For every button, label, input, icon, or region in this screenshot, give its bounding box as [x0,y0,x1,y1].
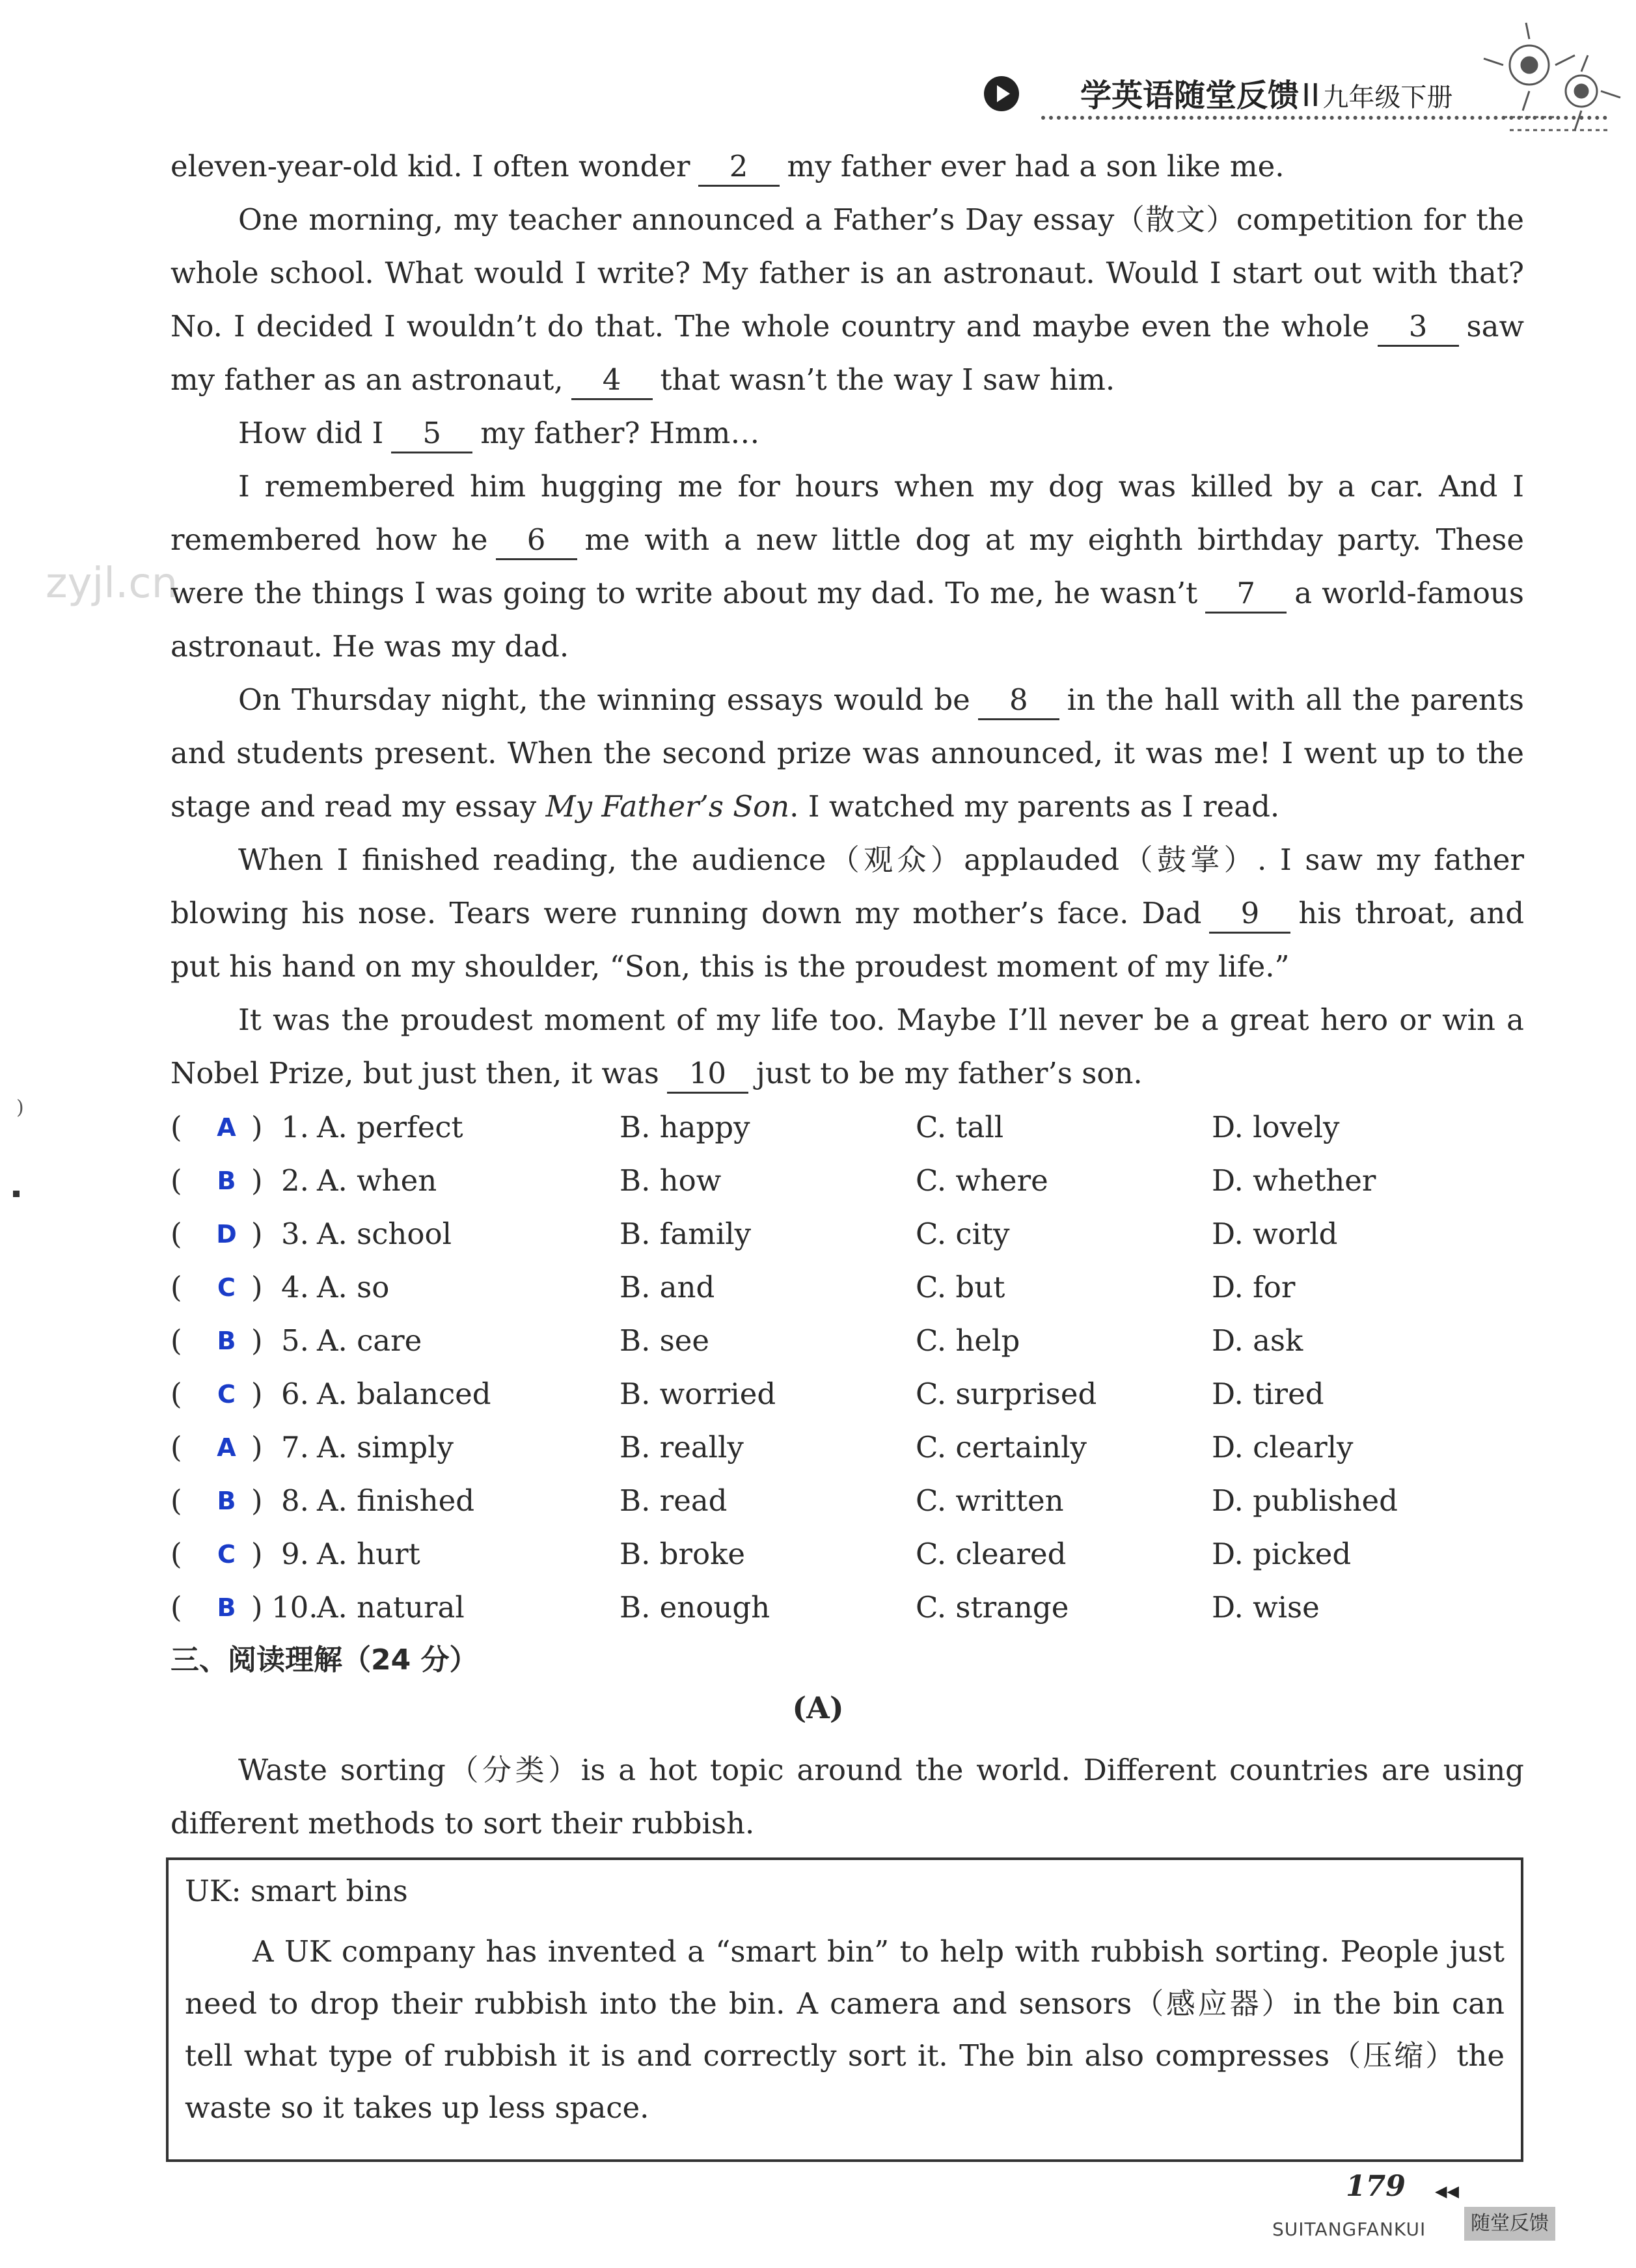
passage-paragraph-1: eleven-year-old kid. I often wonder 2 my father ever had a son like me. [170,140,1524,193]
answer-mark: C [217,1540,236,1569]
back-arrows-icon: ◀◀ [1435,2182,1459,2200]
question-row: ( C ) 6. A. balanced B. worried C. surprised D. tired [170,1368,1524,1421]
question-row: ( B ) 5. A. care B. see C. help D. ask [170,1314,1524,1368]
watermark: zyjl.cn [46,560,178,608]
blank-6: 6 [496,522,577,560]
passage-paragraph-5: On Thursday night, the winning essays would be 8 in the hall with all the parents and students present. When the second prize was announced, it was me! I went up to the stage and read my essay My Father’s Son. I watched my parents as I read. [170,682,1524,824]
question-row: ( C ) 4. A. so B. and C. but D. for [170,1261,1524,1314]
answer-mark: C [217,1380,236,1409]
blank-7: 7 [1205,575,1287,614]
question-row: ( D ) 3. A. school B. family C. city D. world [170,1208,1524,1261]
series-name: SUITANGFANKUI [1272,2219,1426,2240]
answer-mark: B [217,1167,236,1195]
question-row: ( B ) 2. A. when B. how C. where D. whether [170,1154,1524,1208]
answer-mark: B [217,1487,236,1515]
answer-mark: B [217,1327,236,1355]
subsection-title: (A) [792,1690,844,1725]
blank-9: 9 [1209,895,1290,934]
essay-title: My Father’s Son [545,789,790,824]
question-row: ( B ) 10. A. natural B. enough C. strange D. wise [170,1581,1524,1634]
answer-mark: C [217,1273,236,1302]
question-row: ( A ) 7. A. simply B. really C. certainly D. clearly [170,1421,1524,1474]
blank-4: 4 [571,362,653,400]
header-title: 学英语随堂反馈II 九年级下册 [1080,77,1453,114]
margin-dot [13,1191,20,1197]
blank-2: 2 [698,148,780,187]
section-title: 三、阅读理解（24 分） [170,1643,478,1677]
question-row: ( A ) 1. A. perfect B. happy C. tall D. lovely [170,1101,1524,1154]
reading-intro: Waste sorting（分类）is a hot topic around the world. Different countries are using different methods to sort their rubbish. [170,1753,1524,1841]
answer-mark: A [217,1433,236,1462]
question-row: ( C ) 9. A. hurt B. broke C. cleared D. picked [170,1528,1524,1581]
answer-mark: A [217,1113,236,1142]
question-row: ( B ) 8. A. finished B. read C. written D. published [170,1474,1524,1528]
margin-mark: ) [16,1096,24,1119]
passage-paragraph-4: I remembered him hugging me for hours when my dog was killed by a car. And I remembered how he 6 me with a new little dog at my eighth birthday party. These were the things I was going to write about my dad. To me, he wasn’t 7 a world-famous astronaut. He was my dad. [170,469,1524,664]
box-title: UK: smart bins [185,1874,408,1908]
flower-decoration-icon [1477,20,1627,143]
passage-paragraph-6: When I finished reading, the audience（观众）applauded（鼓掌）. I saw my father blowing his nose. Tears were running down my mother’s face. Dad 9 his throat, and put his hand on my shoulder, “Son, this is the proudest moment of my life.” [170,843,1525,984]
play-icon [984,76,1019,111]
passage-paragraph-2: One morning, my teacher announced a Father’s Day essay（散文）competition for the whole school. What would I write? My father is an astronaut. Would I start out with that? No. I decided I wouldn’t do that. The whole country and maybe even the whole 3 saw my father as an astronaut, 4 that wasn’t the way I saw him. [170,193,1524,407]
answer-mark: B [217,1593,236,1622]
blank-8: 8 [978,682,1059,720]
box-text: A UK company has invented a “smart bin” to help with rubbish sorting. People just need to drop their rubbish into the bin. A camera and sensors（感应器）in the bin can tell what type of rubbish it is and correctly sort it. The bin also compresses（压缩）the waste so it takes up less space. [185,1934,1505,2125]
passage-paragraph-3: How did I 5 my father? Hmm… [170,407,1524,460]
page-number: 179 [1346,2170,1406,2203]
series-tab: 随堂反馈 [1464,2207,1555,2241]
blank-10: 10 [667,1055,748,1094]
answer-mark: D [216,1220,237,1249]
blank-3: 3 [1378,308,1459,347]
blank-5: 5 [391,415,472,453]
passage-paragraph-7: It was the proudest moment of my life too. Maybe I’ll never be a great hero or win a Nobel Prize, but just then, it was 10 just to be my father’s son. [170,993,1524,1100]
